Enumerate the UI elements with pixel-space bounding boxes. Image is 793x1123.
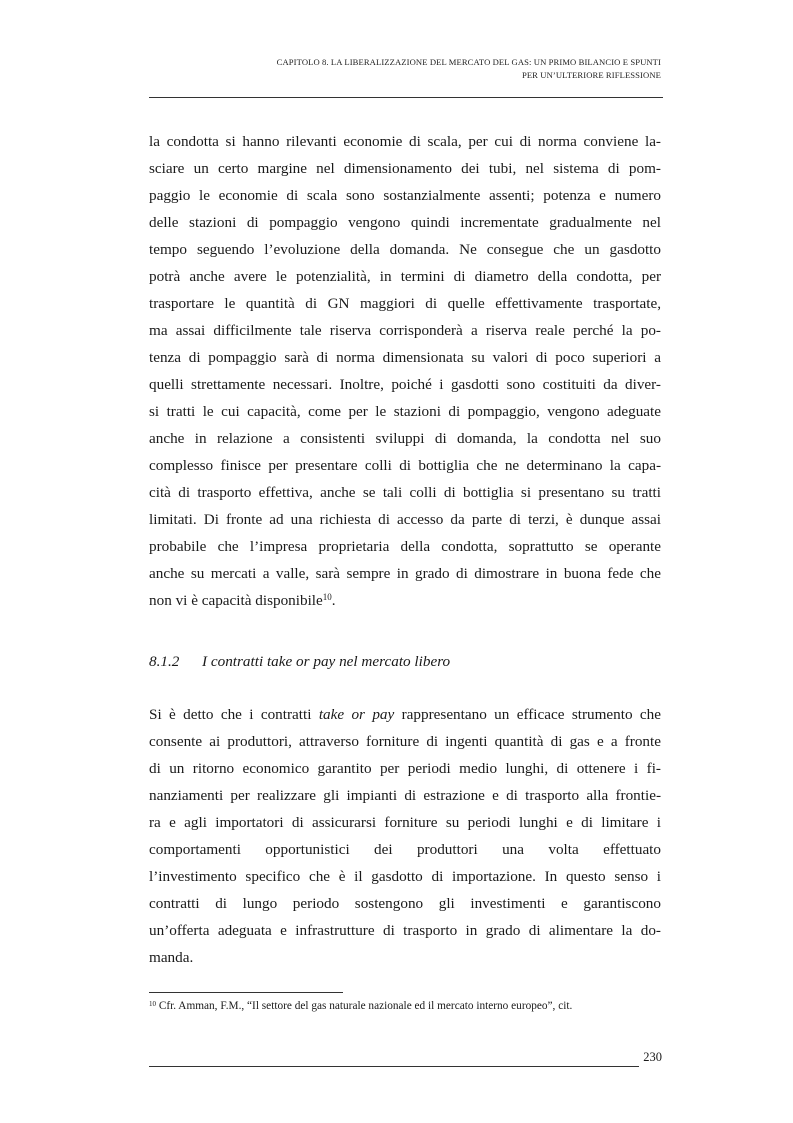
text-line: anche in relazione a consistenti sviluppi di domanda, la condotta nel suo: [149, 430, 661, 447]
text-line: ma assai difficilmente tale riserva corrisponderà a riserva reale perché la po-: [149, 322, 661, 339]
text-line: consente ai produttori, attraverso forniture di ingenti quantità di gas e a fronte: [149, 733, 661, 750]
text-segment: rappresentano un efficace strumento che: [394, 706, 661, 723]
text-line: delle stazioni di pompaggio vengono quindi incrementate gradualmente nel: [149, 214, 661, 231]
footer-rule: [149, 1066, 639, 1067]
text-line: tempo seguendo l’evoluzione della domanda. Ne consegue che un gasdotto: [149, 241, 661, 258]
section-title: I contratti take or pay nel mercato libero: [202, 653, 451, 670]
text-line: contratti di lungo periodo sostengono gli investimenti e garantiscono: [149, 895, 661, 912]
italic-term: take or pay: [318, 706, 395, 723]
text-line: di un ritorno economico garantito per periodi medio lunghi, di ottenere i fi-: [149, 760, 661, 777]
footnote-text: Cfr. Amman, F.M., “Il settore del gas naturale nazionale ed il mercato interno europeo”, cit.: [156, 1000, 573, 1012]
text-line: l’investimento specifico che è il gasdotto di importazione. In questo senso i: [149, 868, 661, 885]
footnote-rule: [149, 992, 343, 993]
text-line: quelli strettamente necessari. Inoltre, poiché i gasdotti sono costituiti da diver-: [149, 376, 661, 393]
text-line: cità di trasporto effettiva, anche se tali colli di bottiglia si presentano su tratti: [149, 484, 661, 501]
text-line: paggio le economie di scala sono sostanzialmente assenti; potenza e numero: [149, 187, 661, 204]
text-line: trasportare le quantità di GN maggiori di quelle effettivamente trasportate,: [149, 295, 661, 312]
footnote: [149, 997, 572, 1015]
text-line: complesso finisce per presentare colli di bottiglia che ne determinano la capa-: [149, 457, 661, 474]
text-line: [149, 701, 661, 728]
page-number: 230: [643, 1050, 662, 1064]
header-rule: [149, 97, 663, 98]
footnote-number: 10: [149, 1000, 156, 1008]
text-segment: Si è detto che i contratti: [149, 706, 319, 723]
running-header: [149, 56, 661, 82]
text-line-last-content: non vi è capacità disponibile: [149, 592, 323, 609]
text-line: tenza di pompaggio sarà di norma dimensionata su valori di poco superiori a: [149, 349, 661, 366]
text-line-last: [149, 587, 661, 614]
running-header-line-2: PER UN’ULTERIORE RIFLESSIONE: [521, 70, 661, 80]
text-line: si tratti le cui capacità, come per le stazioni di pompaggio, vengono adeguate: [149, 403, 661, 420]
footnote-reference[interactable]: 10: [322, 592, 332, 602]
text-line: probabile che l’impresa proprietaria della condotta, soprattutto se operante: [149, 538, 661, 555]
text-line-last: manda.: [149, 949, 194, 966]
text-line: sciare un certo margine nel dimensionamento dei tubi, nel sistema di pom-: [149, 160, 661, 177]
text-line: potrà anche avere le potenzialità, in termini di diametro della condotta, per: [149, 268, 661, 285]
body-paragraph-1: [149, 128, 661, 614]
section-number: 8.1.2: [149, 653, 180, 670]
running-header-line-1: CAPITOLO 8. LA LIBERALIZZAZIONE DEL MERCATO DEL GAS: UN PRIMO BILANCIO E SPUNTI: [276, 57, 661, 67]
text-line: ra e agli importatori di assicurarsi forniture su periodi lunghi e di limitare i: [149, 814, 661, 831]
section-heading: [149, 649, 450, 675]
text-line: un’offerta adeguata e infrastrutture di trasporto in grado di alimentare la do-: [149, 922, 661, 939]
body-paragraph-2: [149, 701, 661, 971]
text-line: la condotta si hanno rilevanti economie di scala, per cui di norma conviene la-: [149, 133, 661, 150]
text-line: nanziamenti per realizzare gli impianti di estrazione e di trasporto alla frontie-: [149, 787, 661, 804]
sentence-period: .: [331, 592, 336, 609]
text-line: anche su mercati a valle, sarà sempre in grado di dimostrare in buona fede che: [149, 565, 661, 582]
text-line: comportamenti opportunistici dei produttori una volta effettuato: [149, 841, 661, 858]
text-line: limitati. Di fronte ad una richiesta di accesso da parte di terzi, è dunque assai: [149, 511, 661, 528]
